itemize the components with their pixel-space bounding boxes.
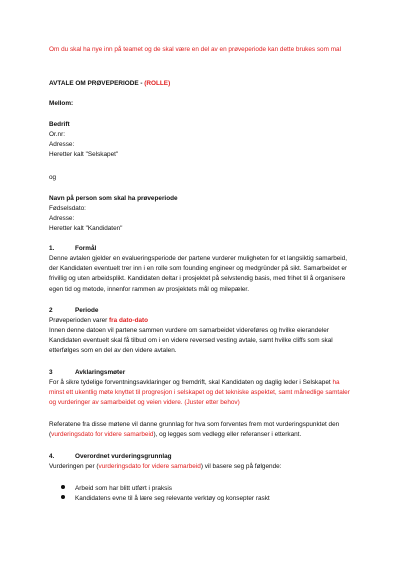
candidate-label: Navn på person som skal ha prøveperiode [49, 195, 178, 202]
section-2-title: Periode [75, 307, 99, 314]
company-label: Bedrift [49, 121, 70, 128]
section-3-number: 3 [49, 369, 53, 376]
intro-note: Om du skal ha nye inn på teamet og de skal være en del av en prøveperiode kan dette brukes som mal [49, 46, 341, 53]
section-4-intro-date: vurderingsdato for videre samarbeid [98, 463, 201, 470]
section-4-intro [49, 462, 352, 472]
company-orgnr: Or.nr: [49, 131, 65, 138]
section-3-reference-text [49, 420, 352, 440]
list-item [61, 494, 270, 504]
section-4-intro-prefix: Vurderingen per ( [49, 463, 99, 470]
agreement-title [49, 79, 352, 89]
company-address: Adresse: [49, 141, 75, 148]
section-1-heading [49, 244, 96, 254]
section-2-heading [49, 306, 98, 316]
section-3-red-text: ha minst ett ukentlig møte knyttet til progresjon i selskapet og det tekniske aspektet, samt månedlige samtaler og vurderinger av samarbeidet og veien videre. (Juster etter behov) [49, 379, 350, 407]
section-3-ref-date: vurderingsdato for videre samarbeid [51, 431, 154, 439]
section-4-number: 4. [49, 453, 55, 460]
section-3-line1: For å sikre tydelige forventningsavklaringer og fremdrift, skal Kandidaten og daglig leder i Selskapet [49, 379, 331, 386]
section-4-intro-suffix: ) vil basere seg på følgende: [200, 463, 282, 470]
title-role: (ROLLE) [144, 80, 171, 87]
bullet-icon [61, 495, 65, 499]
section-2-period-line [49, 316, 352, 326]
section-4-title: Overordnet vurderingsgrunnlag [75, 453, 172, 460]
section-2-number: 2 [49, 307, 53, 314]
bullet-icon [61, 485, 65, 489]
section-3-title: Avklaringsmøter [75, 369, 126, 376]
between-label: Mellom: [49, 100, 74, 107]
candidate-address: Adresse: [49, 215, 75, 222]
list-item-text: Kandidatens evne til å lære seg relevante verktøy og konsepter raskt [75, 495, 270, 502]
and-label: og [49, 174, 57, 181]
section-2-period-dates: fra dato-dato [109, 317, 149, 324]
section-1-text: Denne avtalen gjelder en evalueringsperiode der partene vurderer muligheten for et langsiktig samarbeid, der Kandidaten eventuelt trer inn i en rolle som founding engineer og medgründer på sikt. Samarbeidet er frivillig og uten arbeidsplikt. Kandidaten deltar i prosjektet på selvstendig basis, med frihet til å organisere egen tid og metode, innenfor rammen av prosjektets mål og milepæler. [49, 255, 348, 293]
section-2-period-prefix: Prøveperioden varer [49, 317, 110, 324]
section-1-title: Formål [75, 245, 97, 252]
section-3-ref-prefix: Referatene fra disse møtene vil danne grunnlag for hva som forventes frem mot vurderingspunktet den ( [49, 421, 340, 439]
section-3-text [49, 378, 352, 409]
list-item [61, 484, 172, 494]
list-item-text: Arbeid som har blitt utført i praksis [75, 485, 172, 492]
section-1-number: 1. [49, 245, 55, 252]
section-3-ref-suffix: ), og legges som vedlegg eller referanser i etterkant. [153, 431, 302, 439]
section-3-heading [49, 368, 125, 378]
section-2-text: Innen denne datoen vil partene sammen vurdere om samarbeidet videreføres og hvilke eierandeler Kandidaten eventuelt skal få tilbud om i en videre reversed vesting avtale, samt hvilke cliffs som skal etterfølges som en del av den videre avtalen. [49, 327, 333, 355]
title-main: AVTALE OM PRØVEPERIODE - [49, 80, 145, 87]
company-alias: Heretter kalt "Selskapet" [49, 151, 119, 158]
candidate-birthdate: Fødselsdato: [49, 205, 86, 212]
candidate-alias: Heretter kalt "Kandidaten" [49, 225, 123, 232]
section-4-heading [49, 452, 172, 462]
